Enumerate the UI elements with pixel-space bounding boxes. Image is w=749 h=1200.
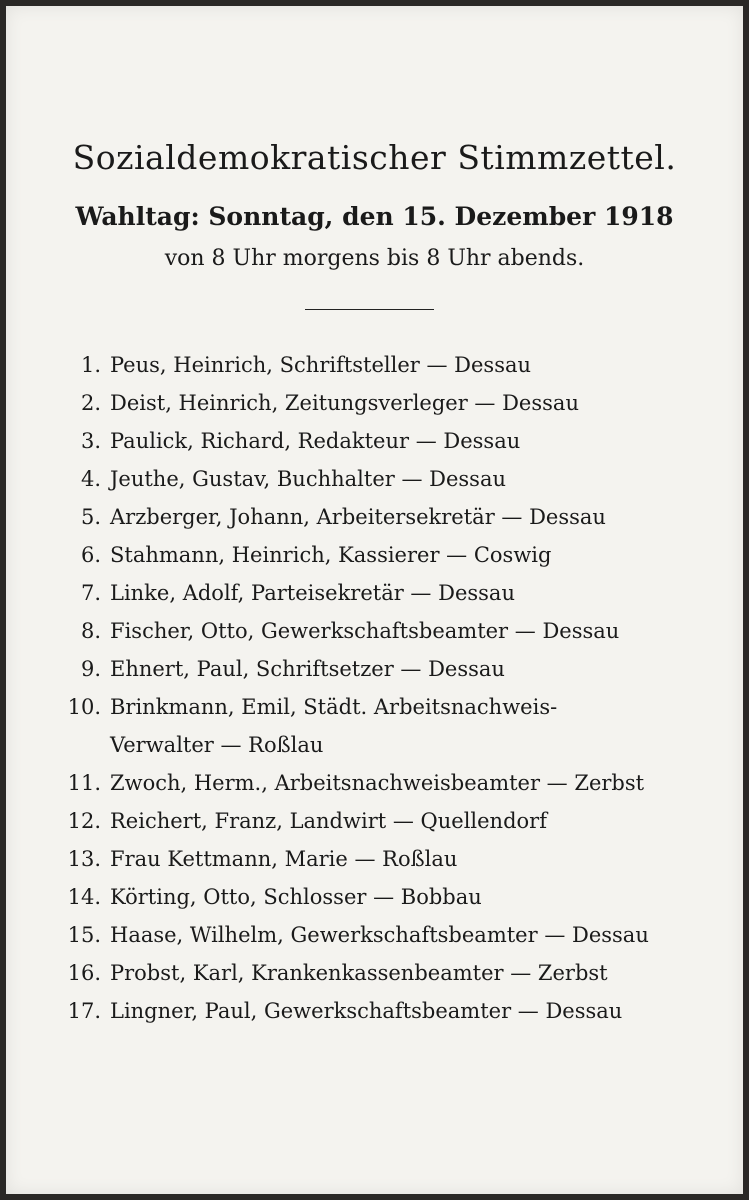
candidate-number: 17. [67, 999, 101, 1023]
candidate-text: Probst, Karl, Krankenkassenbeamter — Zerbst [110, 961, 608, 985]
candidate-text: Körting, Otto, Schlosser — Bobbau [110, 885, 482, 909]
candidate-text: Arzberger, Johann, Arbeitersekretär — Dessau [110, 505, 606, 529]
candidate-text: Frau Kettmann, Marie — Roßlau [110, 847, 458, 871]
candidate-text: Peus, Heinrich, Schriftsteller — Dessau [110, 353, 532, 377]
candidate-number: 6. [80, 543, 101, 567]
candidate-text: Jeuthe, Gustav, Buchhalter — Dessau [110, 467, 506, 491]
candidate-row [54, 954, 734, 992]
ballot-title: Sozialdemokratischer Stimmzettel. [72, 138, 677, 177]
divider [305, 309, 434, 310]
candidate-row [54, 688, 734, 726]
candidate-row [54, 650, 734, 688]
candidate-row [54, 460, 734, 498]
candidate-row [54, 384, 734, 422]
candidate-number: 3. [80, 429, 101, 453]
election-date: Wahltag: Sonntag, den 15. Dezember 1918 [75, 202, 674, 231]
candidate-row [54, 802, 734, 840]
candidate-row [54, 422, 734, 460]
candidate-row [54, 346, 734, 384]
candidate-row-continuation [54, 726, 734, 764]
candidate-row [54, 498, 734, 536]
candidate-number: 13. [67, 847, 101, 871]
candidate-text: Zwoch, Herm., Arbeitsnachweisbeamter — Zerbst [110, 771, 645, 795]
candidate-number: 1. [80, 353, 101, 377]
candidate-text: Lingner, Paul, Gewerkschaftsbeamter — Dessau [110, 999, 623, 1023]
ballot-card [6, 6, 743, 1194]
candidate-row [54, 916, 734, 954]
candidate-text: Reichert, Franz, Landwirt — Quellendorf [110, 809, 547, 833]
candidate-number: 5. [80, 505, 101, 529]
candidate-row [54, 536, 734, 574]
candidate-number: 15. [67, 923, 101, 947]
candidate-row [54, 992, 734, 1030]
candidate-number: 4. [80, 467, 101, 491]
candidate-row [54, 840, 734, 878]
candidate-row [54, 612, 734, 650]
candidate-number: 14. [67, 885, 101, 909]
candidate-number: 8. [80, 619, 101, 643]
candidate-text: Ehnert, Paul, Schriftsetzer — Dessau [110, 657, 505, 681]
candidate-number: 7. [80, 581, 101, 605]
candidate-text: Deist, Heinrich, Zeitungsverleger — Dessau [110, 391, 579, 415]
candidate-text: Haase, Wilhelm, Gewerkschaftsbeamter — Dessau [110, 923, 649, 947]
candidate-text: Paulick, Richard, Redakteur — Dessau [110, 429, 521, 453]
candidate-number: 9. [80, 657, 101, 681]
candidate-row [54, 878, 734, 916]
candidate-number: 10. [67, 695, 101, 719]
candidate-text: Verwalter — Roßlau [110, 733, 324, 757]
candidate-row [54, 764, 734, 802]
candidate-number: 11. [67, 771, 101, 795]
candidate-number: 16. [67, 961, 101, 985]
candidate-text: Brinkmann, Emil, Städt. Arbeitsnachweis- [110, 695, 558, 719]
voting-hours: von 8 Uhr morgens bis 8 Uhr abends. [164, 246, 585, 271]
candidate-text: Stahmann, Heinrich, Kassierer — Coswig [110, 543, 552, 567]
candidate-text: Linke, Adolf, Parteisekretär — Dessau [110, 581, 515, 605]
candidate-row [54, 574, 734, 612]
candidate-number: 2. [80, 391, 101, 415]
candidate-number: 12. [67, 809, 101, 833]
candidate-list [54, 346, 734, 1030]
candidate-text: Fischer, Otto, Gewerkschaftsbeamter — Dessau [110, 619, 620, 643]
